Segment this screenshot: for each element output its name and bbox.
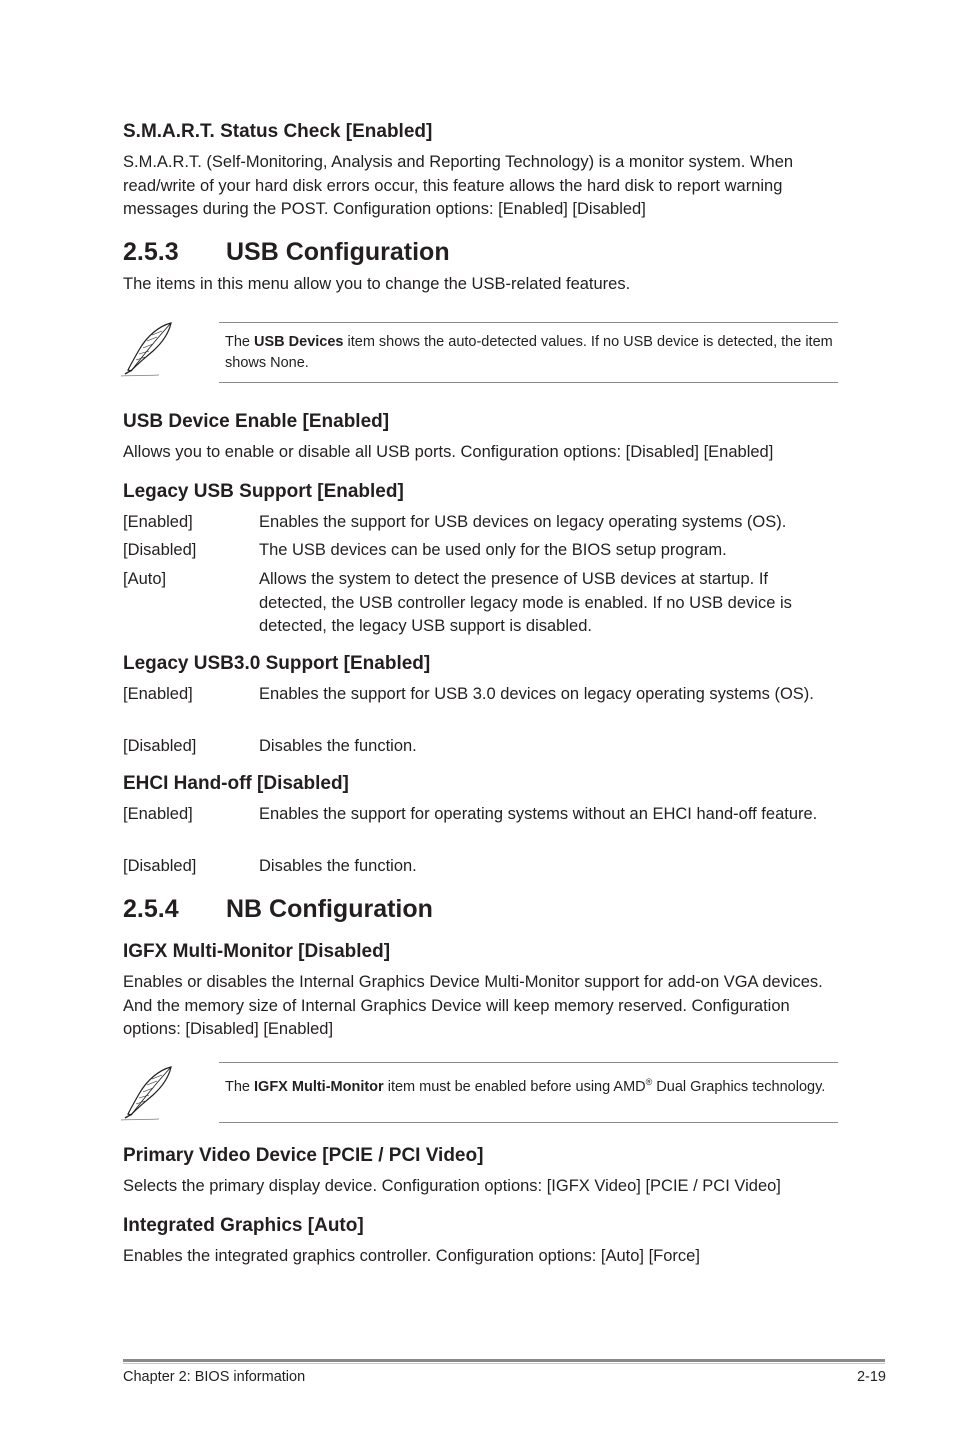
usb-config-section-title: [123, 237, 450, 267]
note-usb-devices-text: The USB Devices item shows the auto-detected values. If no USB device is detected, the item shows None.: [225, 334, 833, 371]
section-title: USB Configuration: [226, 238, 450, 266]
smart-body: S.M.A.R.T. (Self-Monitoring, Analysis and Reporting Technology) is a monitor system. When read/write of your hard disk errors occur, this feature allows the hard disk to report warning messages during the POST. Configuration options: [Enabled] [Disabled]: [123, 153, 794, 218]
feather-pen-icon: [119, 1064, 179, 1127]
option-desc: Disables the function.: [259, 737, 417, 755]
option-desc: Enables the support for USB devices on legacy operating systems (OS).: [259, 513, 787, 531]
option-desc: Enables the support for USB 3.0 devices on legacy operating systems (OS).: [259, 685, 814, 703]
note-igfx-text: The IGFX Multi-Monitor item must be enabled before using AMD® Dual Graphics technology.: [225, 1077, 826, 1095]
footer-rule: [123, 1359, 885, 1362]
usb-device-enable-body: Allows you to enable or disable all USB ports. Configuration options: [Disabled] [Enabled]: [123, 443, 774, 461]
smart-heading: S.M.A.R.T. Status Check [Enabled]: [123, 121, 433, 142]
integrated-graphics-body: Enables the integrated graphics controller. Configuration options: [Auto] [Force]: [123, 1247, 700, 1265]
option-desc: Enables the support for operating systems without an EHCI hand-off feature.: [259, 805, 818, 823]
option-key: [Disabled]: [123, 737, 197, 755]
igfx-multi-body: Enables or disables the Internal Graphics Device Multi-Monitor support for add-on VGA devices. And the memory size of Internal Graphics Device will keep memory reserved. Configuration options: [Disabled] [Enabled]: [123, 973, 823, 1038]
option-key: [Disabled]: [123, 541, 197, 559]
primary-video-body: Selects the primary display device. Configuration options: [IGFX Video] [PCIE / PCI Video]: [123, 1177, 781, 1195]
option-desc: Disables the function.: [259, 857, 417, 875]
integrated-graphics-heading: Integrated Graphics [Auto]: [123, 1215, 364, 1236]
option-desc: The USB devices can be used only for the BIOS setup program.: [259, 541, 727, 559]
section-title: NB Configuration: [226, 895, 433, 923]
section-number: 2.5.3: [123, 238, 179, 266]
usb-device-enable-heading: USB Device Enable [Enabled]: [123, 411, 390, 432]
legacy-usb3-heading: Legacy USB3.0 Support [Enabled]: [123, 653, 431, 674]
igfx-multi-heading: IGFX Multi-Monitor [Disabled]: [123, 941, 391, 962]
option-key: [Enabled]: [123, 805, 193, 823]
primary-video-heading: Primary Video Device [PCIE / PCI Video]: [123, 1145, 484, 1166]
nb-config-section-title: [123, 894, 433, 924]
option-key: [Enabled]: [123, 685, 193, 703]
note-usb-devices: [119, 320, 838, 386]
legacy-usb-heading: Legacy USB Support [Enabled]: [123, 481, 404, 502]
option-desc: Allows the system to detect the presence of USB devices at startup. If detected, the USB controller legacy mode is enabled. If no USB device is detected, the legacy USB support is disabled.: [259, 570, 792, 635]
option-key: [Auto]: [123, 570, 167, 588]
ehci-heading: EHCI Hand-off [Disabled]: [123, 773, 349, 794]
note-igfx-multi-monitor: [119, 1060, 838, 1126]
usb-config-intro: The items in this menu allow you to change the USB-related features.: [123, 275, 631, 293]
footer-rule-thin: [123, 1363, 885, 1364]
section-number: 2.5.4: [123, 895, 179, 923]
option-key: [Disabled]: [123, 857, 197, 875]
footer-chapter: Chapter 2: BIOS information: [123, 1369, 306, 1385]
feather-pen-icon: [119, 320, 179, 383]
footer-page-number: 2-19: [856, 1369, 886, 1385]
option-key: [Enabled]: [123, 513, 193, 531]
